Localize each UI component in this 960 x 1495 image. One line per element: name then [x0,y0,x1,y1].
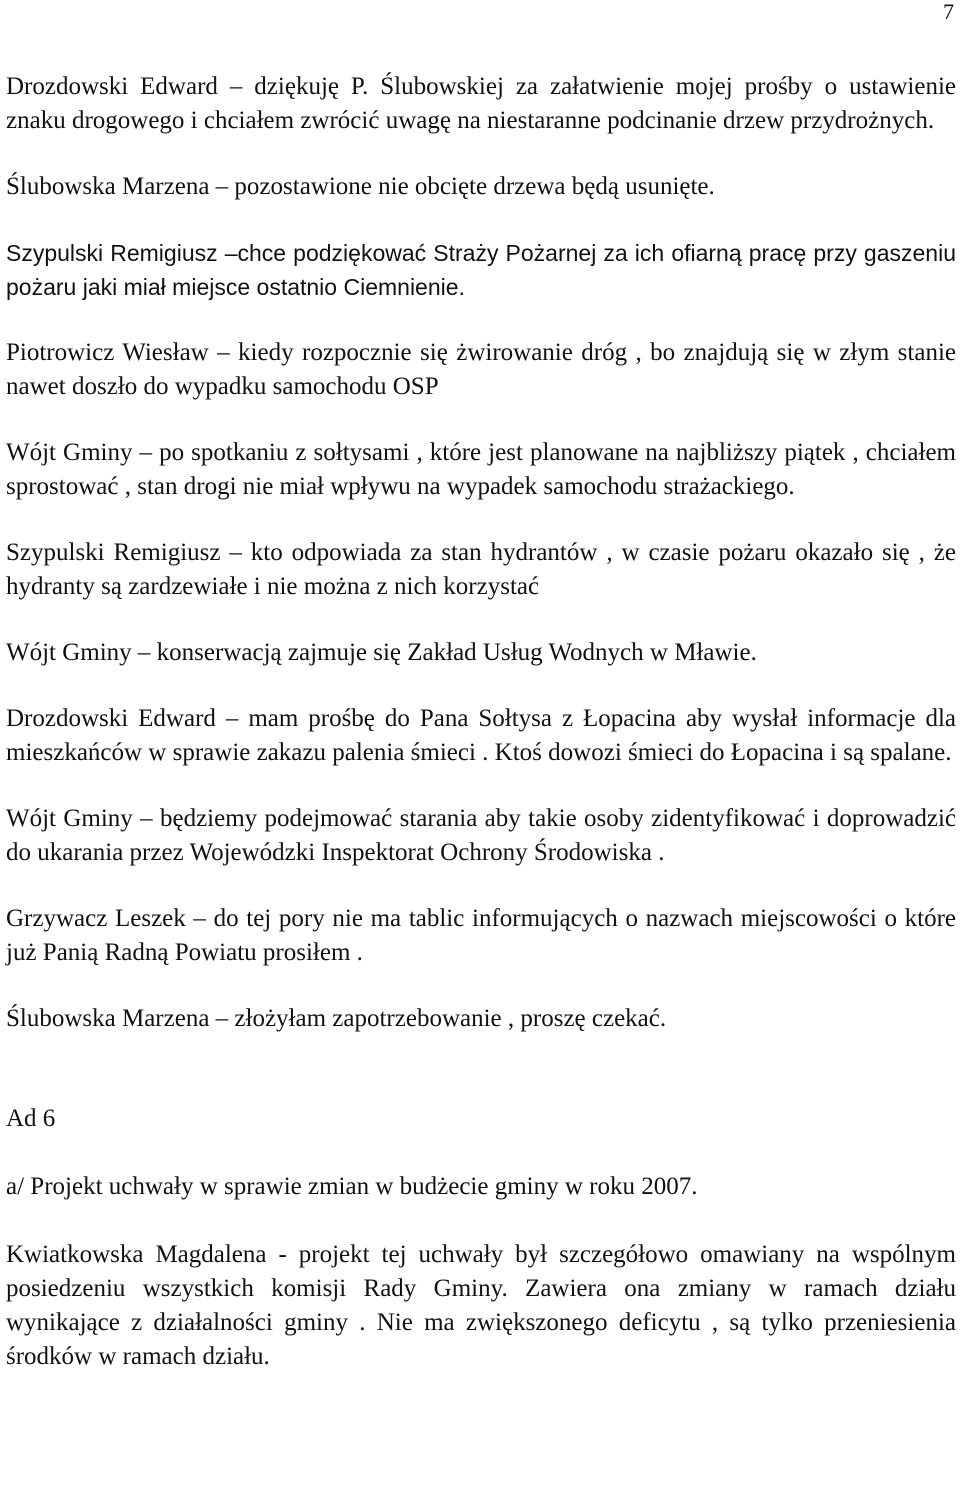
paragraph-szypulski-hydrants: Szypulski Remigiusz – kto odpowiada za stan hydrantów , w czasie pożaru okazało się , że hydranty są zardzewiałe i nie można z nich korzystać [6,539,956,600]
paragraph-drozdowski-waste-burning: Drozdowski Edward – mam prośbę do Pana Sołtysa z Łopacina aby wysłał informacje dla mieszkańców w sprawie zakazu palenia śmieci . Ktoś dowozi śmieci do Łopacina i są spalane. [6,705,956,766]
item-heading-budget-resolution: a/ Projekt uchwały w sprawie zmian w budżecie gminy w roku 2007. [6,1173,698,1200]
paragraph-kwiatkowska-resolution: Kwiatkowska Magdalena - projekt tej uchwały był szczegółowo omawiany na wspólnym posiedzeniu wszystkich komisji Rady Gminy. Zawiera ona zmiany w ramach działu wynikające z działalności gminy . Nie ma zwiększonego deficytu , są tylko przeniesienia środków w ramach działu. [6,1241,956,1370]
paragraph-piotrowicz-roads: Piotrowicz Wiesław – kiedy rozpocznie się żwirowanie dróg , bo znajdują się w złym stanie nawet doszło do wypadku samochodu OSP [6,339,956,400]
paragraph-slubowska-request: Ślubowska Marzena – złożyłam zapotrzebowanie , proszę czekać. [6,1005,667,1032]
page-number: 7 [943,0,954,24]
paragraph-wojt-hydrant-maintenance: Wójt Gminy – konserwacją zajmuje się Zakład Usług Wodnych w Mławie. [6,639,757,666]
paragraph-grzywacz-signs: Grzywacz Leszek – do tej pory nie ma tablic informujących o nazwach miejscowości o które już Panią Radną Powiatu prosiłem . [6,905,956,966]
paragraph-szypulski-fire-thanks: Szypulski Remigiusz –chce podziękować Straży Pożarnej za ich ofiarną pracę przy gaszeniu pożaru jaki miał miejsce ostatnio Ciemnienie. [6,240,956,300]
section-heading-ad-6: Ad 6 [6,1105,56,1132]
paragraph-wojt-inspectorate: Wójt Gminy – będziemy podejmować starania aby takie osoby zidentyfikować i doprowadzić do ukarania przez Wojewódzki Inspektorat Ochrony Środowiska . [6,805,956,866]
paragraph-wojt-road-condition: Wójt Gminy – po spotkaniu z sołtysami , które jest planowane na najbliższy piątek , chciałem sprostować , stan drogi nie miał wpływu na wypadek samochodu strażackiego. [6,439,956,500]
document-body [6,70,956,1374]
paragraph-slubowska-trees: Ślubowska Marzena – pozostawione nie obcięte drzewa będą usunięte. [6,173,715,200]
paragraph-drozdowski-thanks: Drozdowski Edward – dziękuję P. Ślubowskiej za załatwienie mojej prośby o ustawienie znaku drogowego i chciałem zwrócić uwagę na niestaranne podcinanie drzew przydrożnych. [6,73,956,134]
